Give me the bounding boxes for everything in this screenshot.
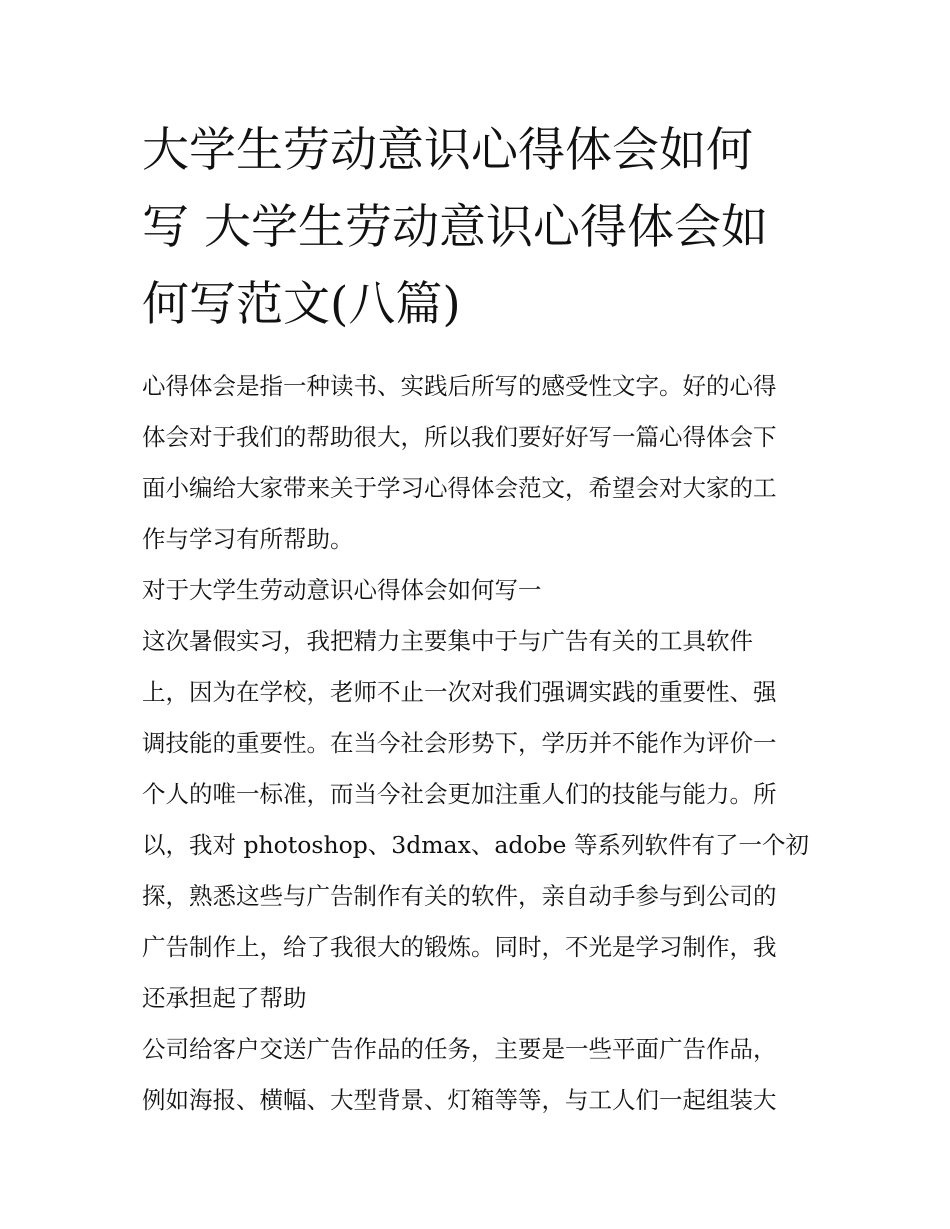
text-line: 还承担起了帮助: [142, 984, 307, 1012]
text-line: 广告制作上，给了我很大的锻炼。同时，不光是学习制作，我: [142, 933, 777, 961]
intro-paragraph: [142, 361, 814, 565]
text-line: 心得体会是指一种读书、实践后所写的感受性文字。好的心得: [142, 372, 777, 400]
text-line: 体会对于我们的帮助很大，所以我们要好好写一篇心得体会下: [142, 423, 777, 451]
text-line: 作与学习有所帮助。: [142, 525, 354, 553]
body-paragraph: [142, 616, 814, 1024]
text-line: 探，熟悉这些与广告制作有关的软件，亲自动手参与到公司的: [142, 882, 777, 910]
document-title: [142, 112, 814, 343]
text-line: 例如海报、横幅、大型背景、灯箱等等，与工人们一起组装大: [142, 1086, 777, 1114]
text-line: 公司给客户交送广告作品的任务，主要是一些平面广告作品，: [142, 1035, 777, 1063]
title-line: 大学生劳动意识心得体会如何: [142, 123, 753, 178]
document-page: [142, 112, 814, 1126]
text-line: 个人的唯一标准，而当今社会更加注重人们的技能与能力。所: [142, 780, 777, 808]
text-line: 以，我对 photoshop、3dmax、adobe 等系列软件有了一个初: [142, 831, 809, 859]
title-line: 何写范文(八篇): [142, 277, 461, 332]
text-line: 对于大学生劳动意识心得体会如何写一: [142, 576, 542, 604]
text-line: 上，因为在学校，老师不止一次对我们强调实践的重要性、强: [142, 678, 777, 706]
text-line: 调技能的重要性。在当今社会形势下，学历并不能作为评价一: [142, 729, 777, 757]
document-body: [142, 361, 814, 1126]
text-line: 面小编给大家带来关于学习心得体会范文，希望会对大家的工: [142, 474, 777, 502]
body-paragraph: [142, 1024, 814, 1126]
section-heading: [142, 565, 814, 616]
text-line: 这次暑假实习，我把精力主要集中于与广告有关的工具软件: [142, 627, 753, 655]
title-line: 写 大学生劳动意识心得体会如: [142, 200, 768, 255]
